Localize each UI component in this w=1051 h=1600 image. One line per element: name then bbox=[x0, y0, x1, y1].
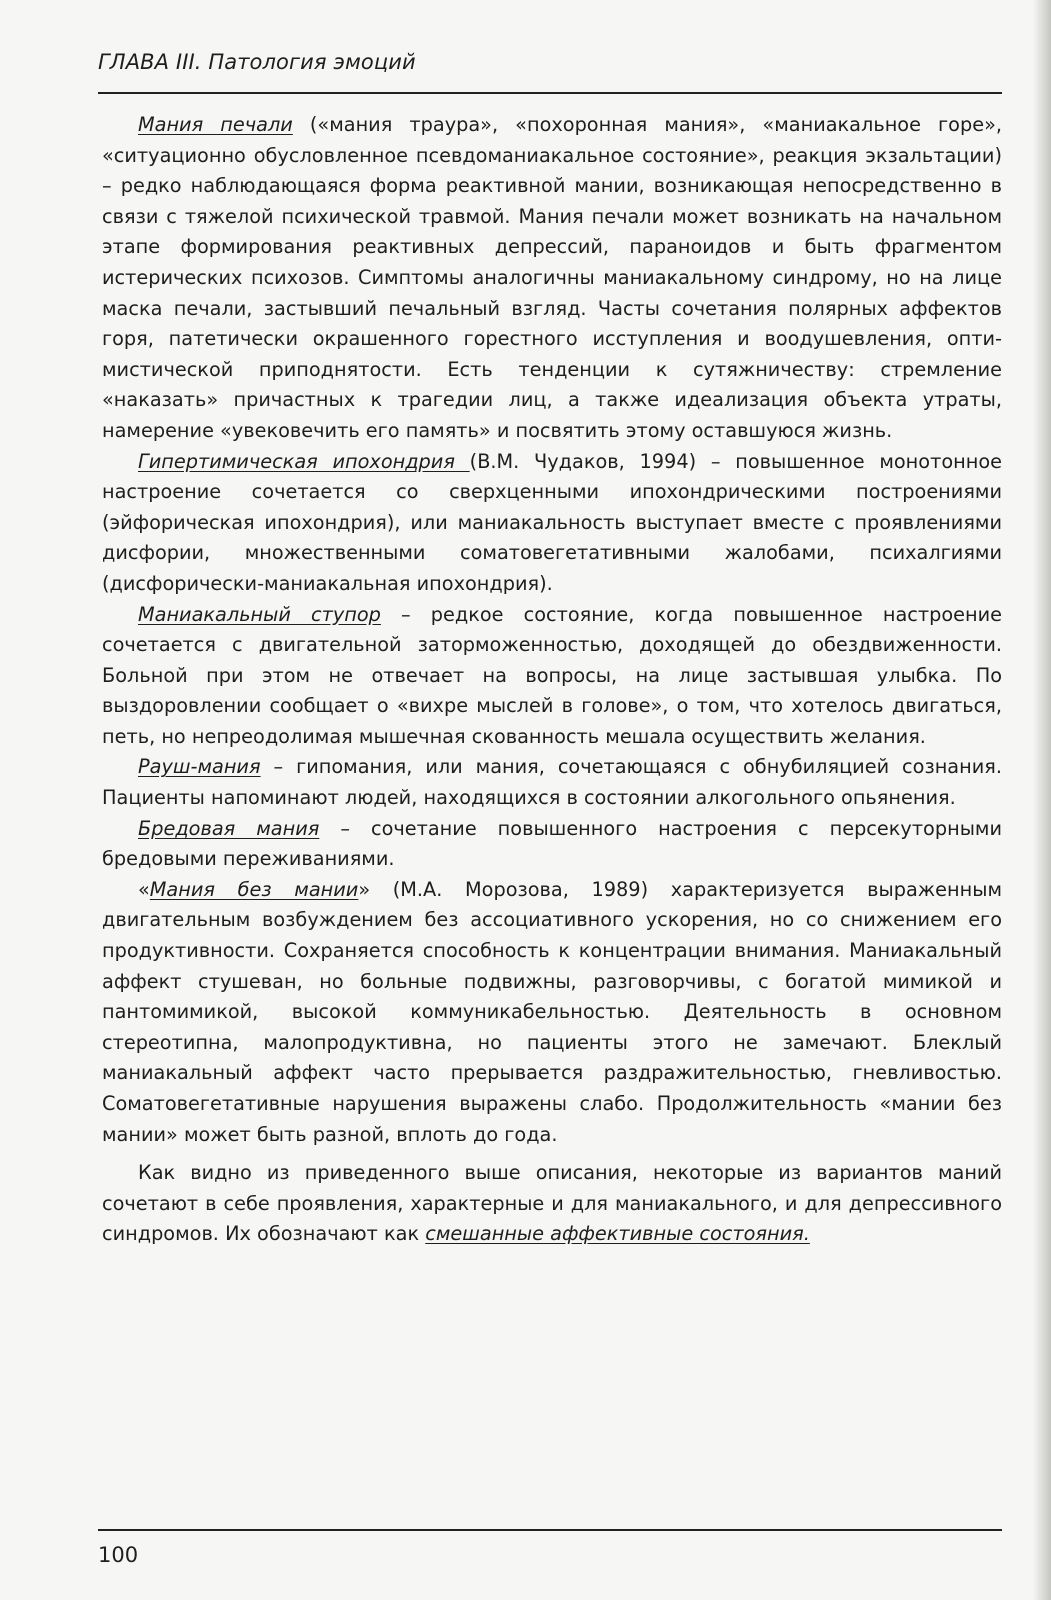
paragraph-text: («мания траура», «похоронная мания», «маниакальное горе», «ситуационно обусловленное псевдоманиакальное состояние», реакция экзальтации) – редко наблюдающаяся форма реактивной мании, возникающая непосредственно в связи с тяжелой психической травмой. Мания печали может возникать на начальном этапе формирования реактивных депрессий, параноидов и быть фрагментом истерических психозов. Симптомы аналогичны маниакальному синдрому, но на лице маска печали, застывший печальный взгляд. Часты сочетания полярных аффектов горя, патетически окрашенного горестного исступления и воодушевления, оптимистической приподнятости. Есть тенденции к сутяжничеству: стремление «наказать» причастных к трагедии лиц, а также идеализация объекта утраты, намерение «увековечить его память» и посвятить этому оставшуюся жизнь. bbox=[102, 113, 1002, 442]
term-rausch-mania: Рауш-мания bbox=[138, 755, 261, 779]
paragraph-text: – сочетание повышенного настроения с персекуторными бредовыми переживаниями. bbox=[102, 816, 1003, 871]
term-mania-without-mania: Мания без мании bbox=[149, 877, 359, 901]
paragraph-hyperthymic-hypochondria bbox=[102, 447, 1002, 600]
footer-rule bbox=[98, 1529, 1002, 1531]
term-mixed-affective-states: смешанные аффективные состояния. bbox=[425, 1222, 810, 1246]
page-number: 100 bbox=[98, 1543, 139, 1567]
running-head: ГЛАВА III. Патология эмоций bbox=[98, 50, 416, 74]
header-rule bbox=[98, 92, 1002, 94]
paragraph-text: – гипомания, или мания, сочетающаяся с обнубиляцией сознания. Пациенты напоминают людей, находящихся в состоянии алкогольного опьянения. bbox=[102, 755, 1002, 810]
paragraph-text: » (М.А. Морозова, 1989) характеризуется выраженным двигательным возбуждением без ассоциативного ускорения, но со снижением его продуктивности. Сохраняется способность к концентрации внимания. Маниакальный аффект стушеван, но больные подвижны, разговорчивы, с богатой мимикой и пантомимикой, высокой коммуникабельностью. Деятельность в основном стереотипна, малопродуктивна, но пациенты этого не замечают. Блеклый маниакальный аффект часто прерывается раздражительностью, гневливостью. Соматовегетативные нарушения выражены слабо. Продолжительность «мании без мании» может быть разной, вплоть до года. bbox=[102, 877, 1002, 1146]
body-text bbox=[102, 110, 1002, 1250]
term-hyperthymic-hypochondria: Гипертимическая ипохондрия bbox=[138, 449, 470, 473]
term-delusional-mania: Бредовая мания bbox=[138, 816, 320, 840]
paragraph-text: – редкое состояние, когда повышенное настроение сочетается с двигательной заторможенностью, доходящей до обездвиженности. Больной при этом не отвечает на вопросы, на лице застывшая улыбка. По выздоровлении сообщает о «вихре мыслей в голове», о том, что хотелось двигаться, петь, но непреодолимая мышечная скованность мешала осуществить желания. bbox=[102, 602, 1002, 748]
paragraph-mania-without-mania bbox=[102, 875, 1002, 1150]
term-mania-sorrow: Мания печали bbox=[138, 113, 293, 136]
paragraph-prefix: « bbox=[138, 877, 150, 901]
paragraph-manic-stupor bbox=[102, 600, 1002, 753]
paragraph-delusional-mania bbox=[102, 814, 1002, 875]
paragraph-text: (В.М. Чудаков, 1994) – повышенное монотонное настроение сочетается со сверхценными ипохондрическими построениями (эйфорическая ипохондрия), или маниакальность выступает вместе с проявлениями дисфории, множественными соматовегетативными жалобами, психалгиями (дисфорически-маниакальная ипохондрия). bbox=[102, 449, 1002, 595]
page-edge-shadow bbox=[1033, 0, 1051, 1600]
paragraph-mania-sorrow bbox=[102, 110, 1002, 447]
paragraph-rausch-mania bbox=[102, 752, 1002, 813]
term-manic-stupor: Маниакальный ступор bbox=[138, 602, 381, 626]
paragraph-mixed-states bbox=[102, 1158, 1002, 1250]
paragraph-text: Как видно из приведенного выше описания, некоторые из вариантов маний сочетают в себе проявления, характерные и для маниакального, и для депрессивного синдромов. Их обозначают как bbox=[102, 1161, 1002, 1246]
